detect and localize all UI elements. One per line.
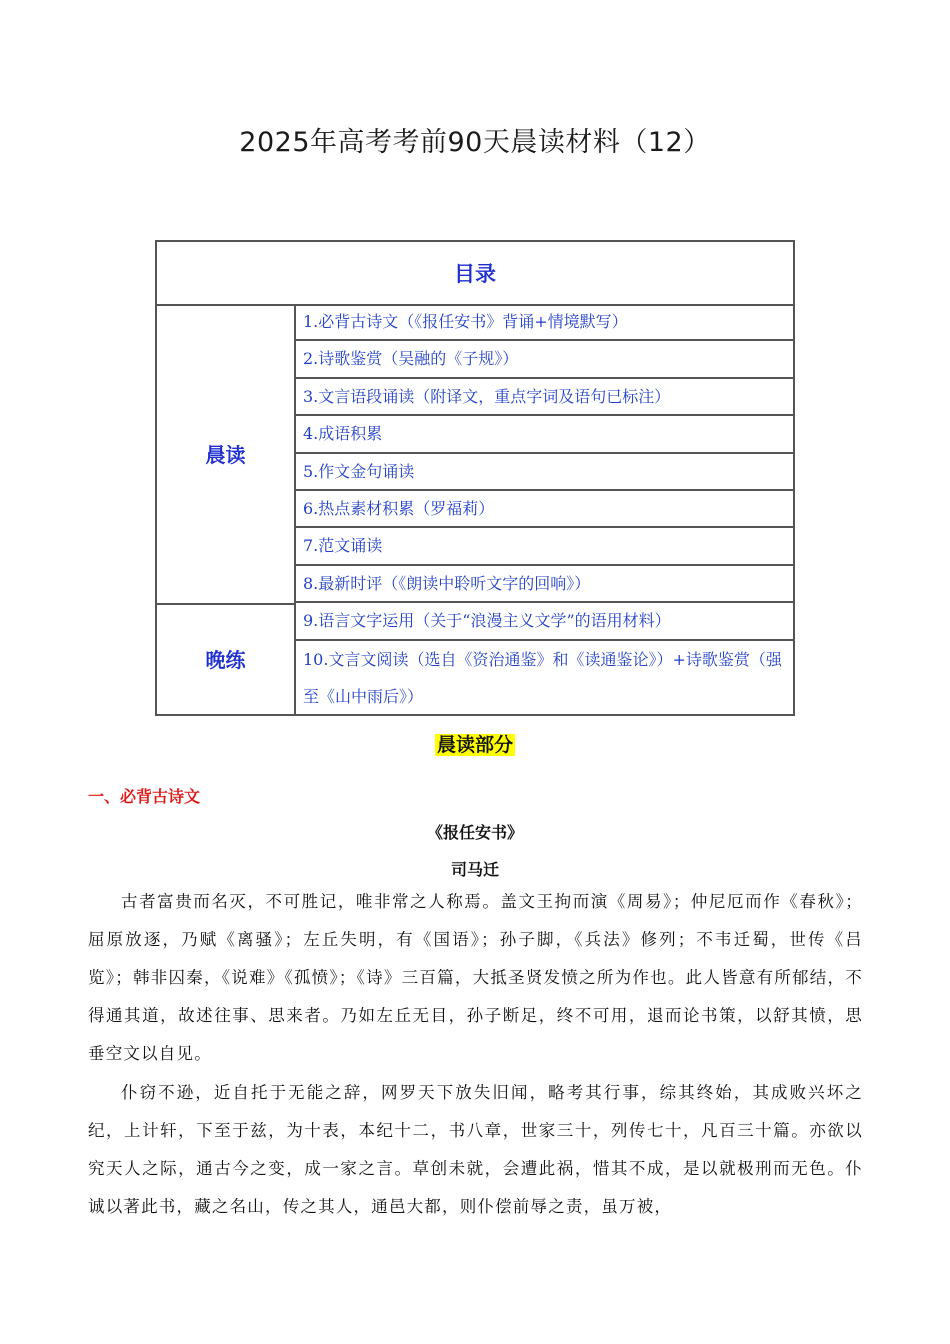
section-band [0,730,950,757]
toc-item: 8.最新时评（《朗读中聆听文字的回响》） [294,566,793,603]
toc-item: 2.诗歌鉴赏（吴融的《子规》） [294,341,793,378]
toc-item: 5.作文金句诵读 [294,454,793,491]
toc-item: 1.必背古诗文（《报任安书》背诵+情境默写） [294,304,793,341]
toc-item: 10.文言文阅读（选自《资治通鉴》和《读通鉴论》）+诗歌鉴赏（强至《山中雨后》） [303,649,782,706]
section-band-label: 晨读部分 [436,734,513,756]
toc-item: 9.语言文字运用（关于“浪漫主义文学”的语用材料） [294,603,793,640]
table-of-contents [155,240,795,716]
poem-author: 司马迁 [450,860,499,879]
toc-item: 7.范文诵读 [294,528,793,565]
poem-title: 《报任安书》 [426,823,523,842]
toc-item: 6.热点素材积累（罗福莉） [294,491,793,528]
section-heading: 一、必背古诗文 [88,787,201,806]
document-title: 2025年高考考前90天晨读材料（12） [239,127,711,158]
toc-items [294,304,793,714]
toc-item: 3.文言语段诵读（附译文，重点字词及语句已标注） [294,379,793,416]
toc-item: 4.成语积累 [294,416,793,453]
toc-header: 目录 [157,242,793,306]
toc-morning-label: 晨读 [157,304,296,605]
poem-paragraph: 仆窃不逊，近自托于无能之辞，网罗天下放失旧闻，略考其行事，综其终始，其成败兴坏之纪，上计轩，下至于兹，为十表，本纪十二，书八章，世家三十，列传七十，凡百三十篇。亦欲以究天人之际，通古今之变，成一家之言。草创未就，会遭此祸，惜其不成，是以就极刑而无色。仆诚以著此书，藏之名山，传之其人，通邑大都，则仆偿前辱之责，虽万被， [88,1083,863,1216]
poem-paragraph: 古者富贵而名灭，不可胜记，唯非常之人称焉。盖文王拘而演《周易》；仲尼厄而作《春秋》；屈原放逐，乃赋《离骚》；左丘失明，有《国语》；孙子脚，《兵法》修列；不韦迁蜀，世传《吕览》；韩非囚秦，《说难》《孤愤》；《诗》三百篇，大抵圣贤发愤之所为作也。此人皆意有所郁结，不得通其道，故述往事、思来者。乃如左丘无目，孙子断足，终不可用，退而论书策，以舒其愤，思垂空文以自见。 [88,892,863,1063]
toc-evening-label: 晚练 [157,603,296,714]
